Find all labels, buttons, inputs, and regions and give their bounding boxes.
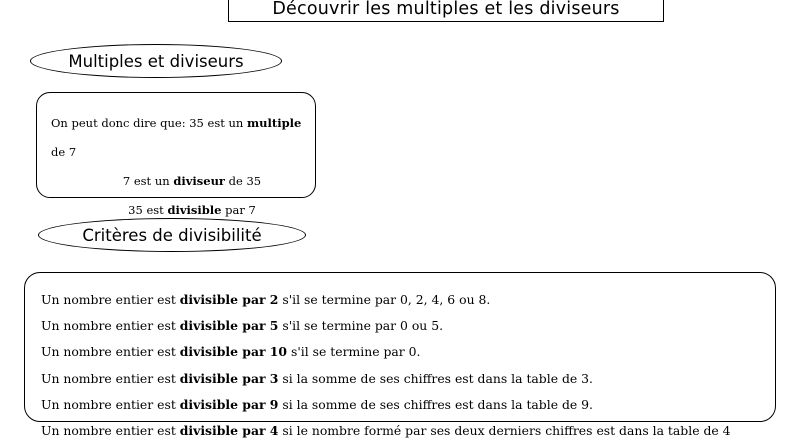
rule-suffix: s'il se termine par 0, 2, 4, 6 ou 8.: [278, 292, 491, 307]
divisibility-rules-box: [24, 272, 776, 439]
conclusion-line-2-prefix: 7 est un: [122, 174, 174, 188]
rule-prefix: Un nombre entier est: [41, 318, 180, 334]
conclusion-line-1-keyword: multiple: [246, 116, 302, 130]
rule-keyword: divisible par 2: [179, 292, 279, 307]
conclusion-line-2-suffix: de 35: [224, 174, 262, 188]
list-item: [41, 339, 775, 365]
rule-keyword: divisible par 5: [179, 318, 279, 334]
rule-suffix: s'il se termine par 0.: [287, 344, 421, 360]
conclusion-line-1: [45, 109, 305, 167]
conclusion-line-2-keyword: diviseur: [173, 174, 225, 188]
page-title: Découvrir les multiples et les diviseurs: [272, 0, 620, 19]
section-heading-criteres-de-divisibilite: [38, 218, 306, 252]
rule-prefix: Un nombre entier est: [41, 396, 180, 412]
rule-keyword: divisible par 9: [179, 396, 279, 412]
rule-keyword: divisible par 4: [179, 423, 279, 439]
conclusion-line-1-suffix: de 7: [51, 145, 77, 159]
rule-prefix: Un nombre entier est: [41, 370, 180, 386]
section-heading-multiples-et-diviseurs: [30, 44, 282, 78]
conclusion-line-2: [45, 167, 305, 196]
rule-suffix: si la somme de ses chiffres est dans la table de 3.: [278, 370, 593, 386]
rule-prefix: Un nombre entier est: [41, 423, 180, 439]
section-heading-label: Multiples et diviseurs: [68, 51, 244, 71]
conclusion-line-3-suffix: par 7: [221, 203, 256, 217]
list-item: [41, 313, 775, 339]
list-item: [41, 287, 775, 313]
rule-keyword: divisible par 10: [179, 344, 288, 360]
list-item: [41, 366, 775, 392]
rule-keyword: divisible par 3: [179, 370, 279, 386]
rule-prefix: Un nombre entier est: [41, 292, 180, 307]
document-title-box: [228, 0, 664, 22]
conclusion-lines: [37, 93, 315, 225]
conclusion-line-3-prefix: 35 est: [128, 203, 168, 217]
conclusion-line-1-prefix: On peut donc dire que: 35 est un: [51, 116, 247, 130]
divisibility-rules-list: [25, 273, 775, 444]
rule-suffix: si la somme de ses chiffres est dans la table de 9.: [278, 396, 593, 412]
section-heading-label: Critères de divisibilité: [82, 225, 262, 245]
rule-suffix: s'il se termine par 0 ou 5.: [278, 318, 444, 334]
rule-suffix: si le nombre formé par ses deux derniers chiffres est dans la table de 4: [278, 423, 731, 439]
list-item: [41, 392, 775, 418]
conclusion-line-3-keyword: divisible: [167, 203, 222, 217]
conclusion-box: [36, 92, 316, 217]
rule-prefix: Un nombre entier est: [41, 344, 180, 360]
list-item: [41, 418, 775, 444]
